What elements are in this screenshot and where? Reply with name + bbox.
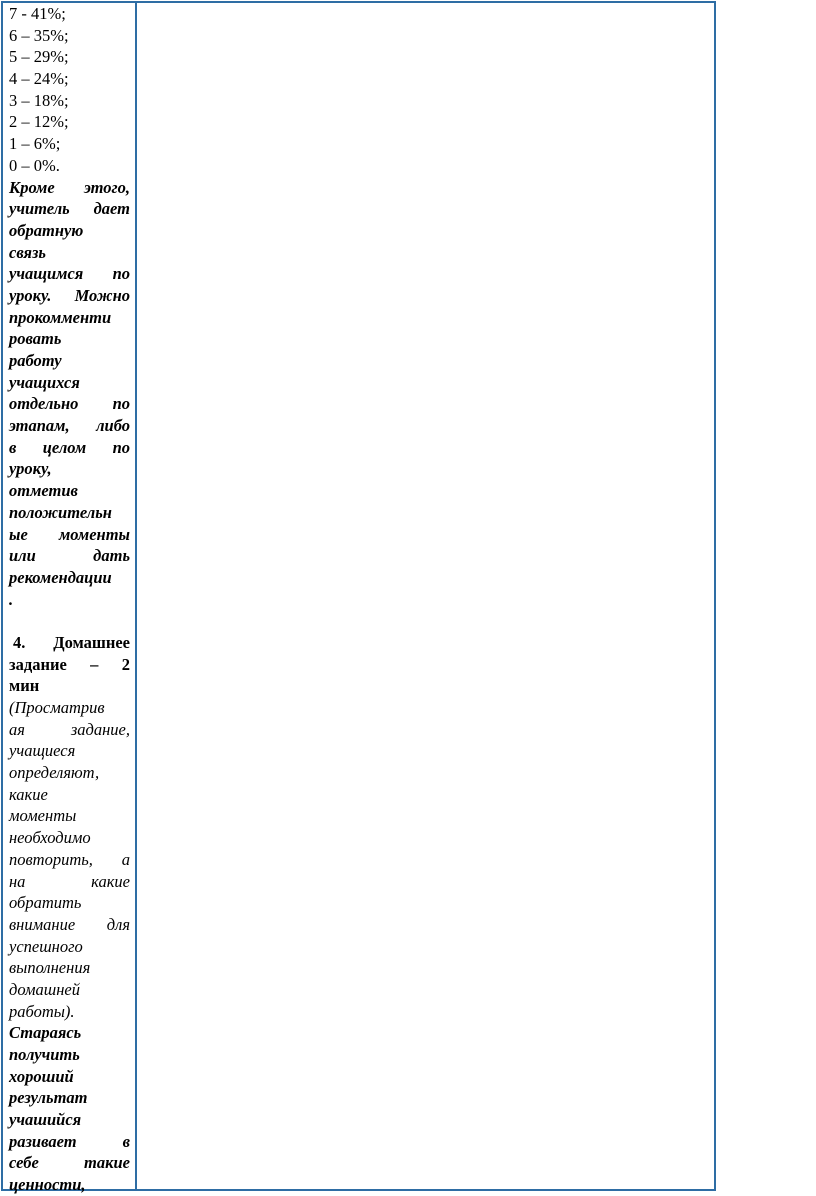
feedback-line: Кроме этого, [9, 177, 130, 197]
feedback-line: прокомменти [9, 307, 112, 327]
homework-line: какие [9, 784, 48, 804]
homework-heading-line: 4. Домашнее [13, 632, 130, 652]
homework-line: домашней [9, 979, 80, 999]
feedback-line: учащихся [9, 372, 80, 392]
homework-line: определяют, [9, 763, 100, 783]
values-line: Стараясь [9, 1023, 82, 1043]
homework-heading-line: мин [9, 676, 40, 696]
feedback-line: отметив [9, 481, 78, 501]
values-line: разивает в [9, 1131, 130, 1151]
feedback-line: в целом по [9, 437, 130, 457]
homework-line: внимание для [9, 914, 130, 934]
homework-line: повторить, а [9, 849, 130, 869]
feedback-line: работу [9, 351, 62, 370]
feedback-line: ровать [9, 329, 62, 349]
left-column-cell [9, 3, 130, 1196]
values-line: получить [9, 1045, 80, 1064]
feedback-line: отдельно по [9, 394, 130, 414]
homework-line: на какие [9, 871, 130, 891]
grade-percent-line: 0 – 0%. [9, 155, 60, 175]
feedback-line: учитель дает [9, 199, 130, 219]
feedback-line: . [9, 589, 14, 609]
grade-percent-line: 7 - 41%; [9, 4, 66, 23]
feedback-line: или дать [9, 546, 130, 566]
feedback-line: обратную [9, 220, 84, 240]
values-line: результат [9, 1088, 88, 1108]
paragraph-gap [9, 610, 130, 632]
homework-line: (Просматрив [9, 698, 105, 717]
values-line: себе такие [9, 1153, 130, 1173]
grade-percent-line: 1 – 6%; [9, 134, 61, 154]
homework-heading-line: задание – 2 [9, 654, 130, 674]
feedback-line: учащимся по [9, 264, 130, 284]
feedback-line: рекомендации [9, 567, 112, 587]
feedback-line: этапам, либо [9, 416, 130, 436]
homework-line: обратить [9, 893, 82, 913]
feedback-line: положительн [9, 502, 112, 522]
feedback-line: связь [9, 242, 46, 262]
homework-line: необходимо [9, 828, 91, 848]
feedback-line: уроку, [9, 459, 52, 479]
values-line: учашийся [9, 1110, 82, 1130]
grade-percent-line: 5 – 29%; [9, 47, 69, 67]
lesson-table [1, 1, 716, 1195]
grade-percent-line: 4 – 24%; [9, 69, 69, 89]
column-divider [135, 3, 137, 1189]
homework-line: ая задание, [9, 719, 130, 739]
grade-percent-line: 6 – 35%; [9, 25, 69, 45]
feedback-line: уроку. Можно [9, 285, 130, 305]
grade-percent-line: 2 – 12%; [9, 112, 69, 132]
homework-line: успешного [9, 936, 83, 956]
values-line: хороший [9, 1066, 74, 1086]
homework-line: выполнения [9, 958, 91, 978]
feedback-line: ые моменты [9, 524, 130, 544]
homework-line: работы). [9, 1001, 75, 1021]
grade-percent-line: 3 – 18%; [9, 90, 69, 110]
homework-line: учащиеся [9, 741, 76, 761]
values-line: ценности, [9, 1175, 86, 1195]
homework-line: моменты [9, 806, 77, 826]
